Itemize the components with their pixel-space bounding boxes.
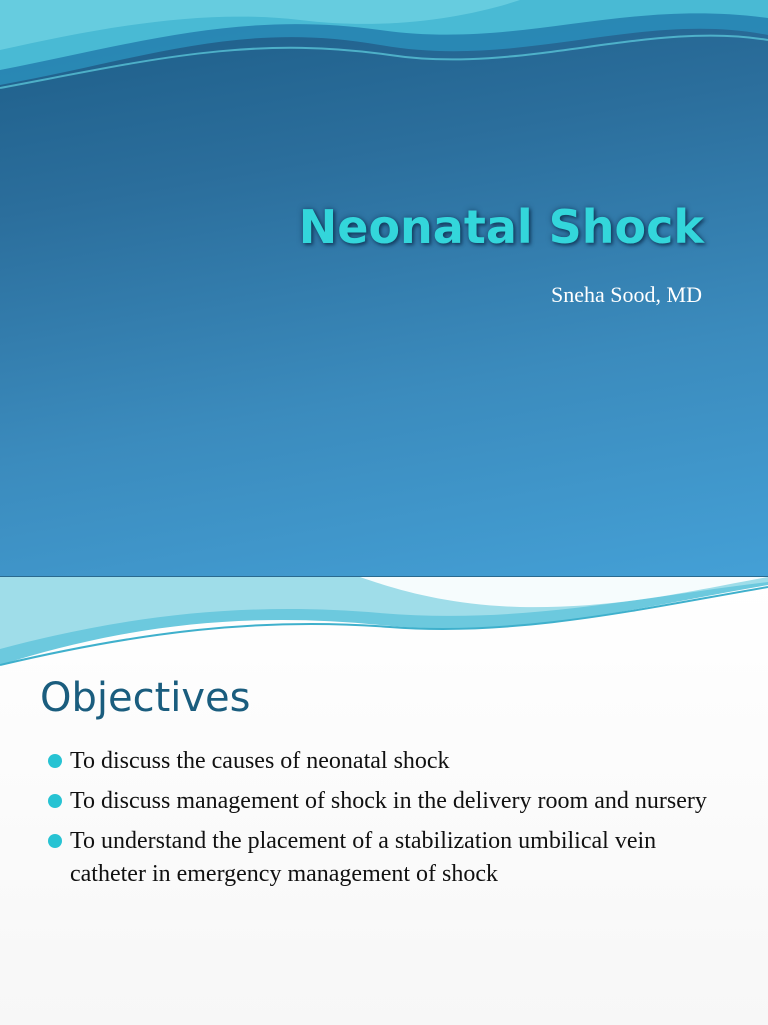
slide-heading: Objectives: [40, 675, 251, 721]
bullet-icon: [48, 754, 62, 768]
wave-decoration: [0, 577, 768, 667]
bullet-text: To understand the placement of a stabilization umbilical vein catheter in emergency management of shock: [70, 828, 657, 887]
slide-title: Neonatal Shock: [298, 200, 704, 254]
objectives-slide: [0, 576, 768, 1025]
slide-subtitle: Sneha Sood, MD: [551, 282, 702, 307]
list-item: [48, 785, 728, 818]
objectives-list: [48, 745, 728, 898]
bullet-icon: [48, 834, 62, 848]
wave-decoration: [0, 0, 768, 120]
bullet-text: To discuss management of shock in the delivery room and nursery: [70, 788, 707, 814]
list-item: [48, 745, 728, 778]
bullet-text: To discuss the causes of neonatal shock: [70, 748, 450, 774]
bullet-icon: [48, 794, 62, 808]
list-item: [48, 825, 728, 891]
